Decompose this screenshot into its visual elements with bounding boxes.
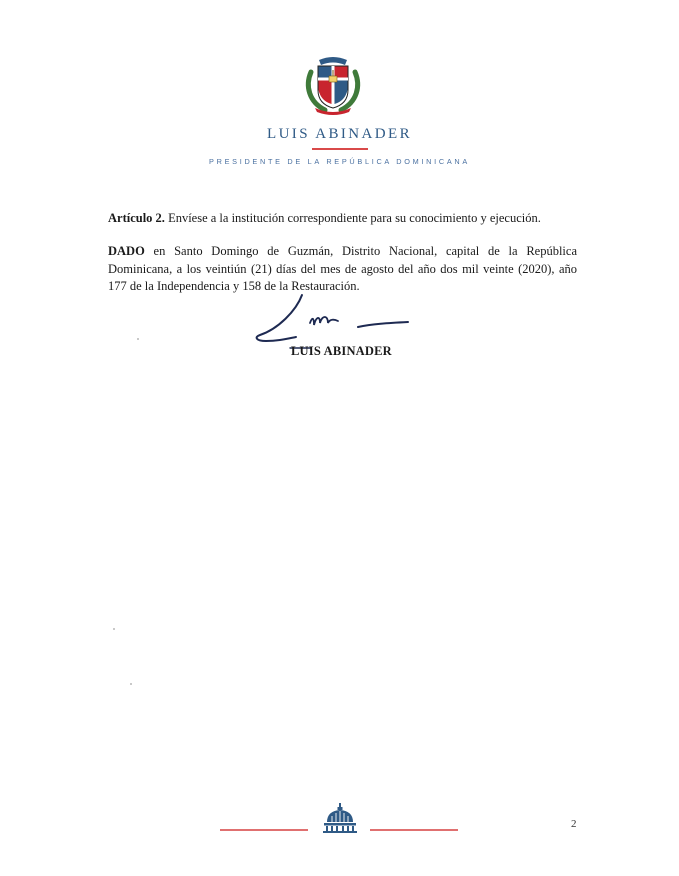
president-title: PRESIDENTE DE LA REPÚBLICA DOMINICANA [209, 157, 470, 166]
president-name: LUIS ABINADER [267, 126, 412, 142]
given-text: en Santo Domingo de Guzmán, Distrito Nacional, capital de la República Dominicana, a los veintiún (21) días del mes de agosto del año dos mil veinte (2020), año 177 de la Independencia y 158 de la Restauración. [108, 244, 577, 293]
scan-speck [130, 683, 132, 685]
given-paragraph [108, 243, 577, 296]
article-paragraph [108, 210, 577, 228]
coat-of-arms-icon [301, 52, 365, 116]
footer-rule-left [220, 829, 308, 831]
footer-rule-right [370, 829, 458, 831]
article-text: Envíese a la institución correspondiente para su conocimiento y ejecución. [164, 211, 541, 225]
signer-name: LUIS ABINADER [291, 344, 392, 358]
scan-speck [137, 338, 139, 340]
name-underline [312, 148, 368, 150]
national-palace-dome-icon [322, 803, 358, 833]
given-label: DADO [108, 244, 145, 258]
article-label: Artículo 2. [108, 211, 165, 225]
scan-speck [113, 628, 115, 630]
page-number: 2 [571, 818, 577, 830]
